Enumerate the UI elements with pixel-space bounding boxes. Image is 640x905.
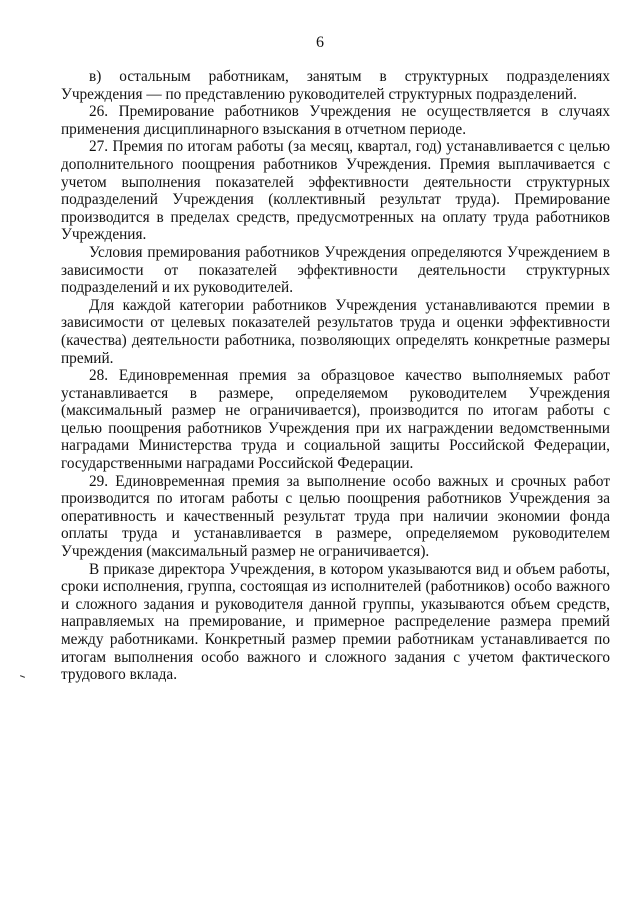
paragraph-bonus-categories: Для каждой категории работников Учреждения устанавливаются премии в зависимости от целевых показателей результатов труда и оценки эффективности (качества) деятельности работника, позволяющих определять конкретные размеры премий.: [61, 296, 610, 367]
paragraph-director-order: В приказе директора Учреждения, в котором указываются вид и объем работы, сроки исполнения, группа, состоящая из исполнителей (работников) особо важного и сложного задания и руководителя данной группы, указываются объем средств, направляемых на премирование, и примерное распределение размера премий между работниками. Конкретный размер премии работникам устанавливается по итогам выполнения особо важного и сложного задания с учетом фактического трудового вклада.: [61, 560, 610, 684]
paragraph-item-v: в) остальным работникам, занятым в структурных подразделениях Учреждения — по представлению руководителей структурных подразделений.: [61, 68, 610, 103]
paragraph-27: 27. Премия по итогам работы (за месяц, квартал, год) устанавливается с целью дополнительного поощрения работников Учреждения. Премия выплачивается с учетом выполнения показателей эффективности деятельности структурных подразделений Учреждения (коллективный результат труда). Премирование производится в пределах средств, предусмотренных на оплату труда работников Учреждения.: [61, 138, 610, 244]
document-body: [61, 68, 610, 684]
page-number: 6: [316, 34, 324, 51]
paragraph-29: 29. Единовременная премия за выполнение особо важных и срочных работ производится по итогам работы с целью поощрения работников Учреждения за оперативность и качественный результат труда при наличии экономии фонда оплаты труда и устанавливается в размере, определяемом руководителем Учреждения (максимальный размер не ограничивается).: [61, 472, 610, 561]
paragraph-28: 28. Единовременная премия за образцовое качество выполняемых работ устанавливается в размере, определяемом руководителем Учреждения (максимальный размер не ограничивается), производится по итогам работы с целью поощрения работников Учреждения при их награждении ведомственными наградами Министерства труда и социальной защиты Российской Федерации, государственными наградами Российской Федерации.: [61, 367, 610, 473]
paragraph-26: 26. Премирование работников Учреждения не осуществляется в случаях применения дисциплинарного взыскания в отчетном периоде.: [61, 103, 610, 138]
scan-speck: [20, 675, 25, 678]
paragraph-bonus-conditions: Условия премирования работников Учреждения определяются Учреждением в зависимости от показателей эффективности деятельности структурных подразделений и их руководителей.: [61, 243, 610, 297]
